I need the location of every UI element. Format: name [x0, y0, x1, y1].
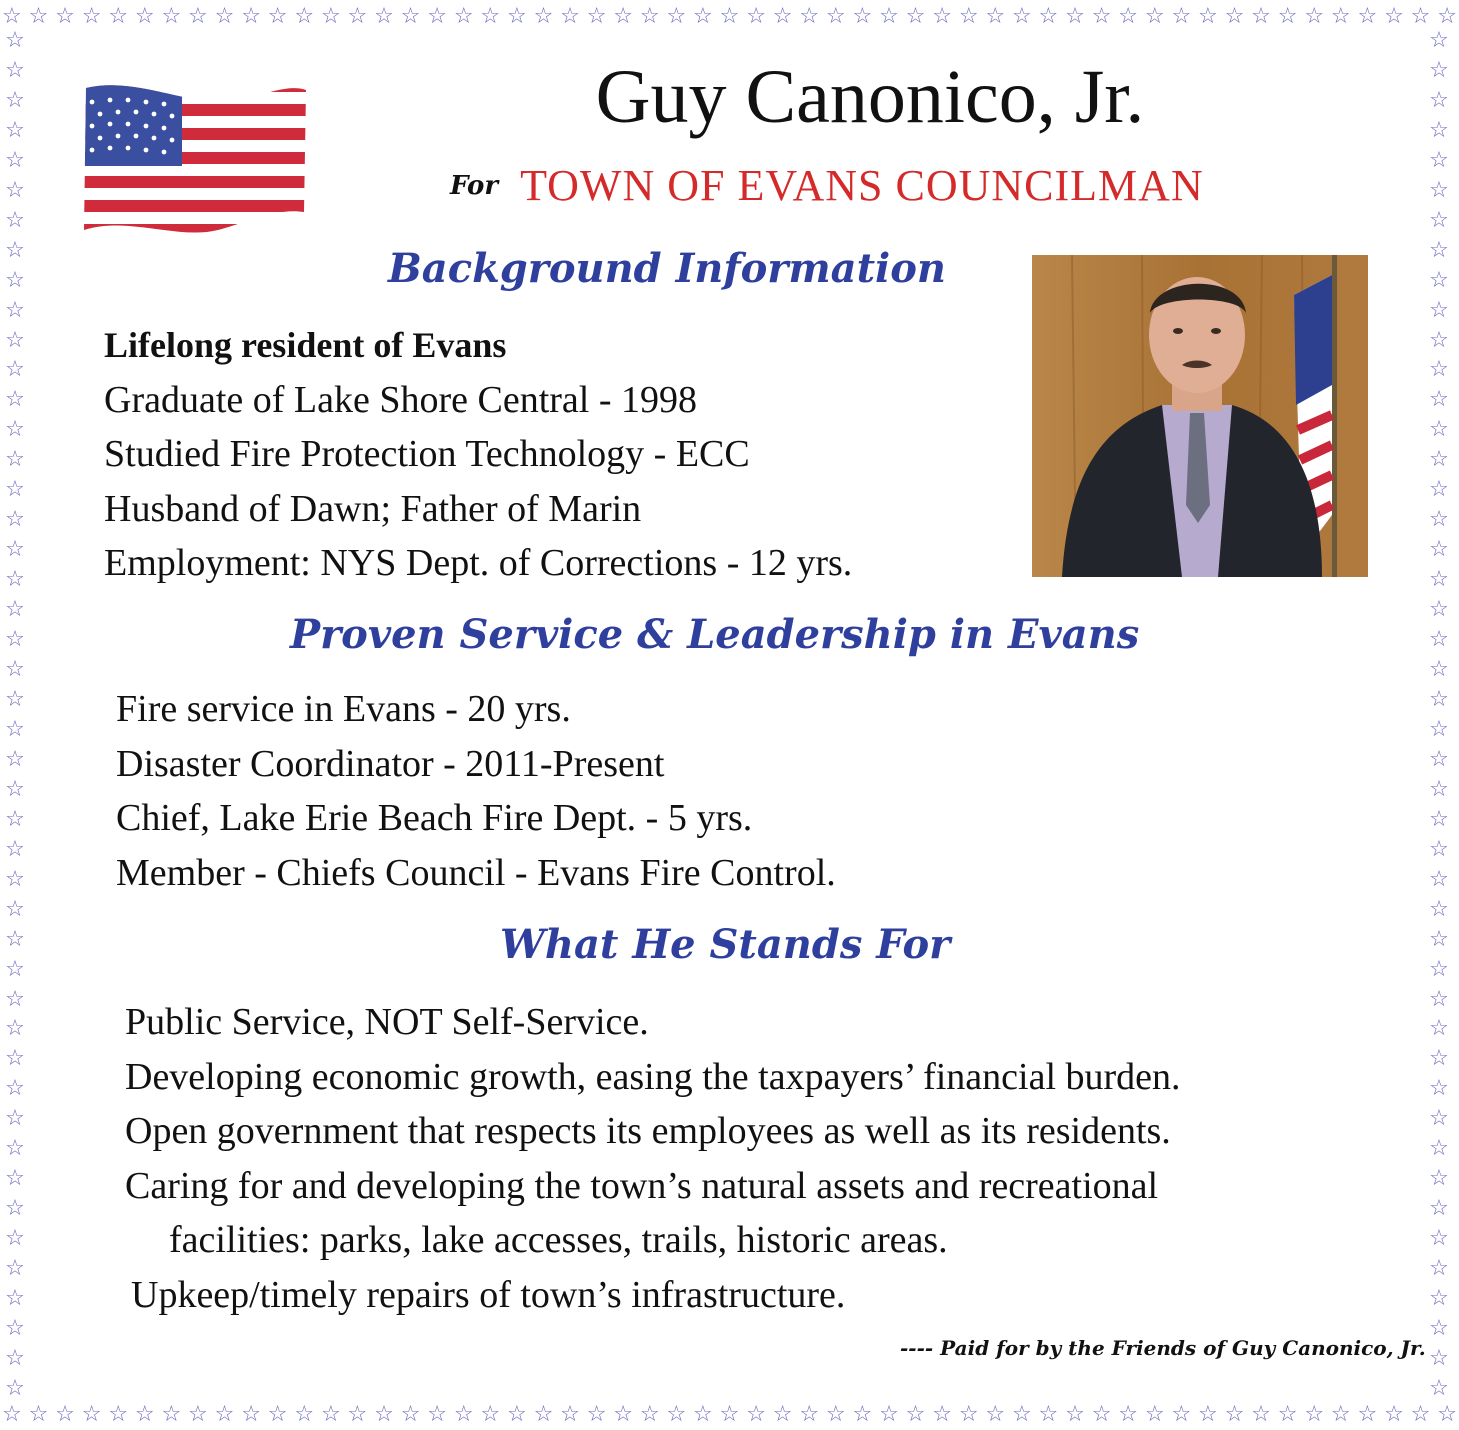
- star-icon: ☆: [5, 806, 25, 832]
- star-icon: ☆: [666, 1402, 687, 1427]
- star-icon: ☆: [932, 1402, 952, 1427]
- star-icon: ☆: [1038, 4, 1059, 29]
- star-icon: ☆: [347, 4, 368, 29]
- star-icon: ☆: [1330, 4, 1351, 29]
- star-icon: ☆: [374, 4, 394, 29]
- star-icon: ☆: [5, 896, 25, 922]
- star-icon: ☆: [81, 4, 102, 29]
- star-icon: ☆: [560, 1402, 580, 1427]
- star-icon: ☆: [985, 1402, 1006, 1427]
- star-icon: ☆: [5, 597, 25, 623]
- star-icon: ☆: [161, 4, 182, 29]
- list-item: Upkeep/timely repairs of town’s infrastructure.: [131, 1273, 846, 1316]
- star-icon: ☆: [1429, 177, 1449, 203]
- list-item: Husband of Dawn; Father of Marin: [104, 487, 642, 530]
- star-icon: ☆: [5, 1345, 25, 1371]
- star-icon: ☆: [1277, 1402, 1298, 1427]
- star-icon: ☆: [1171, 4, 1192, 29]
- star-icon: ☆: [5, 836, 25, 862]
- star-icon: ☆: [1011, 1402, 1032, 1427]
- star-icon: ☆: [1429, 657, 1449, 683]
- star-icon: ☆: [958, 1402, 979, 1427]
- star-icon: ☆: [1429, 147, 1449, 173]
- star-icon: ☆: [1304, 4, 1325, 29]
- star-icon: ☆: [1429, 537, 1449, 563]
- star-icon: ☆: [5, 627, 25, 653]
- star-icon: ☆: [294, 4, 315, 29]
- star-icon: ☆: [1357, 1402, 1378, 1427]
- star-icon: ☆: [427, 4, 447, 29]
- star-icon: ☆: [1429, 87, 1449, 113]
- star-icon: ☆: [1429, 1226, 1449, 1252]
- star-icon: ☆: [1429, 1315, 1449, 1341]
- portrait-illustration: [1032, 255, 1368, 577]
- star-icon: ☆: [5, 87, 25, 113]
- star-icon: ☆: [1429, 117, 1449, 143]
- star-icon: ☆: [28, 1402, 49, 1427]
- star-icon: ☆: [453, 1402, 474, 1427]
- star-icon: ☆: [1251, 1402, 1271, 1427]
- star-icon: ☆: [1429, 1345, 1449, 1371]
- star-icon: ☆: [1429, 477, 1449, 503]
- star-icon: ☆: [1429, 1136, 1449, 1162]
- star-icon: ☆: [400, 1402, 421, 1427]
- star-icon: ☆: [1429, 1256, 1449, 1282]
- star-icon: ☆: [1429, 1076, 1449, 1102]
- star-icon: ☆: [1251, 4, 1271, 29]
- star-icon: ☆: [214, 4, 235, 29]
- star-icon: ☆: [1429, 986, 1449, 1012]
- service-heading: Proven Service & Leadership in Evans: [290, 611, 1140, 658]
- star-icon: ☆: [81, 1402, 102, 1427]
- star-icon: ☆: [347, 1402, 368, 1427]
- star-icon: ☆: [5, 477, 25, 503]
- star-icon: ☆: [5, 28, 25, 53]
- list-item: Lifelong resident of Evans: [104, 325, 507, 365]
- star-icon: ☆: [1038, 1402, 1059, 1427]
- star-icon: ☆: [533, 4, 554, 29]
- star-icon: ☆: [5, 986, 25, 1012]
- star-icon: ☆: [772, 4, 793, 29]
- star-icon: ☆: [5, 746, 25, 772]
- star-icon: ☆: [5, 567, 25, 593]
- star-icon: ☆: [1429, 387, 1449, 413]
- star-icon: ☆: [1429, 1106, 1449, 1132]
- star-icon: ☆: [108, 4, 129, 29]
- star-icon: ☆: [5, 447, 25, 473]
- star-icon: ☆: [2, 4, 22, 29]
- candidate-portrait: [1032, 255, 1368, 577]
- star-icon: ☆: [1357, 4, 1378, 29]
- list-item: Fire service in Evans - 20 yrs.: [116, 688, 571, 730]
- star-icon: ☆: [5, 387, 25, 413]
- star-icon: ☆: [613, 1402, 634, 1427]
- star-icon: ☆: [1437, 4, 1457, 29]
- star-icon: ☆: [586, 4, 607, 29]
- star-icon: ☆: [639, 1402, 660, 1427]
- star-icon: ☆: [1224, 4, 1245, 29]
- star-icon: ☆: [1429, 956, 1449, 982]
- star-icon: ☆: [1429, 926, 1449, 952]
- star-icon: ☆: [666, 4, 687, 29]
- star-icon: ☆: [1429, 836, 1449, 862]
- star-icon: ☆: [1429, 357, 1449, 383]
- star-icon: ☆: [5, 297, 25, 323]
- star-icon: ☆: [55, 1402, 75, 1427]
- star-icon: ☆: [5, 1136, 25, 1162]
- list-item: Developing economic growth, easing the taxpayers’ financial burden.: [125, 1055, 1181, 1098]
- star-icon: ☆: [5, 866, 25, 892]
- star-icon: ☆: [1384, 1402, 1404, 1427]
- star-icon: ☆: [1429, 686, 1449, 712]
- star-icon: ☆: [1437, 1402, 1457, 1427]
- star-icon: ☆: [506, 1402, 527, 1427]
- star-icon: ☆: [5, 716, 25, 742]
- star-icon: ☆: [1429, 237, 1449, 263]
- star-icon: ☆: [5, 327, 25, 353]
- star-icon: ☆: [1429, 896, 1449, 922]
- star-icon: ☆: [400, 4, 421, 29]
- star-icon: ☆: [1429, 567, 1449, 593]
- star-icon: ☆: [1304, 1402, 1325, 1427]
- list-item: Caring for and developing the town’s natural assets and recreational: [125, 1164, 1159, 1207]
- list-item: Member - Chiefs Council - Evans Fire Control.: [116, 851, 836, 894]
- star-icon: ☆: [825, 1402, 846, 1427]
- star-icon: ☆: [5, 1166, 25, 1192]
- star-icon: ☆: [5, 117, 25, 143]
- star-icon: ☆: [5, 1286, 25, 1312]
- star-icon: ☆: [879, 1402, 899, 1427]
- star-icon: ☆: [1198, 1402, 1218, 1427]
- star-icon: ☆: [1429, 297, 1449, 323]
- star-icon: ☆: [932, 4, 952, 29]
- star-border-bottom: [0, 1400, 1459, 1430]
- list-item: Employment: NYS Dept. of Corrections - 12 yrs.: [104, 542, 853, 584]
- stands-heading: What He Stands For: [500, 921, 951, 968]
- star-icon: ☆: [5, 1315, 25, 1341]
- star-icon: ☆: [1384, 4, 1404, 29]
- star-icon: ☆: [1429, 417, 1449, 443]
- star-icon: ☆: [214, 1402, 235, 1427]
- star-icon: ☆: [5, 237, 25, 263]
- star-icon: ☆: [852, 4, 873, 29]
- star-icon: ☆: [1429, 447, 1449, 473]
- star-icon: ☆: [294, 1402, 315, 1427]
- list-item: Graduate of Lake Shore Central - 1998: [104, 378, 698, 421]
- star-icon: ☆: [5, 776, 25, 802]
- star-border-left: [0, 30, 30, 1400]
- star-icon: ☆: [1065, 1402, 1085, 1427]
- star-icon: ☆: [5, 1106, 25, 1132]
- star-icon: ☆: [1144, 1402, 1165, 1427]
- star-icon: ☆: [905, 1402, 926, 1427]
- star-icon: ☆: [1429, 1046, 1449, 1072]
- star-icon: ☆: [5, 207, 25, 233]
- star-icon: ☆: [5, 1046, 25, 1072]
- star-icon: ☆: [639, 4, 660, 29]
- star-icon: ☆: [5, 417, 25, 443]
- star-icon: ☆: [5, 686, 25, 712]
- candidate-name: Guy Canonico, Jr.: [595, 55, 1145, 139]
- star-icon: ☆: [1429, 1375, 1449, 1401]
- office-line: [450, 160, 1350, 220]
- star-icon: ☆: [480, 1402, 501, 1427]
- star-icon: ☆: [108, 1402, 129, 1427]
- list-item: Public Service, NOT Self-Service.: [125, 1001, 649, 1043]
- star-icon: ☆: [188, 4, 208, 29]
- star-icon: ☆: [1277, 4, 1298, 29]
- star-icon: ☆: [1144, 4, 1165, 29]
- star-icon: ☆: [267, 4, 288, 29]
- star-icon: ☆: [958, 4, 979, 29]
- star-icon: ☆: [2, 1402, 22, 1427]
- star-icon: ☆: [5, 537, 25, 563]
- star-icon: ☆: [1429, 866, 1449, 892]
- star-icon: ☆: [5, 926, 25, 952]
- star-icon: ☆: [320, 1402, 341, 1427]
- star-icon: ☆: [134, 1402, 155, 1427]
- star-icon: ☆: [1410, 4, 1431, 29]
- star-icon: ☆: [1330, 1402, 1351, 1427]
- star-icon: ☆: [1429, 28, 1449, 53]
- star-icon: ☆: [693, 4, 713, 29]
- star-icon: ☆: [1118, 1402, 1139, 1427]
- star-icon: ☆: [241, 4, 261, 29]
- star-icon: ☆: [5, 1256, 25, 1282]
- star-icon: ☆: [560, 4, 580, 29]
- star-icon: ☆: [5, 1196, 25, 1222]
- star-icon: ☆: [1429, 1286, 1449, 1312]
- background-list: [104, 318, 852, 591]
- star-icon: ☆: [5, 177, 25, 203]
- star-icon: ☆: [453, 4, 474, 29]
- list-item: Chief, Lake Erie Beach Fire Dept. - 5 yrs.: [116, 797, 753, 839]
- star-icon: ☆: [1429, 1196, 1449, 1222]
- star-icon: ☆: [1429, 207, 1449, 233]
- star-icon: ☆: [1429, 806, 1449, 832]
- star-icon: ☆: [241, 1402, 261, 1427]
- list-item: Studied Fire Protection Technology - ECC: [104, 433, 750, 475]
- star-icon: ☆: [1429, 597, 1449, 623]
- paid-for-disclaimer: ---- Paid for by the Friends of Guy Canonico, Jr.: [900, 1336, 1426, 1360]
- star-icon: ☆: [1410, 1402, 1431, 1427]
- star-border-right: [1424, 30, 1454, 1400]
- star-icon: ☆: [506, 4, 527, 29]
- star-icon: ☆: [719, 1402, 740, 1427]
- star-icon: ☆: [5, 57, 25, 83]
- star-icon: ☆: [586, 1402, 607, 1427]
- star-icon: ☆: [28, 4, 49, 29]
- stands-list: [125, 995, 1181, 1322]
- star-icon: ☆: [320, 4, 341, 29]
- star-icon: ☆: [1198, 4, 1218, 29]
- star-icon: ☆: [879, 4, 899, 29]
- star-icon: ☆: [188, 1402, 208, 1427]
- star-icon: ☆: [1429, 1166, 1449, 1192]
- star-icon: ☆: [5, 357, 25, 383]
- star-icon: ☆: [799, 1402, 820, 1427]
- star-icon: ☆: [1011, 4, 1032, 29]
- star-icon: ☆: [5, 507, 25, 533]
- star-icon: ☆: [161, 1402, 182, 1427]
- star-icon: ☆: [1429, 507, 1449, 533]
- star-icon: ☆: [55, 4, 75, 29]
- star-icon: ☆: [1091, 1402, 1112, 1427]
- star-icon: ☆: [825, 4, 846, 29]
- star-icon: ☆: [985, 4, 1006, 29]
- star-icon: ☆: [533, 1402, 554, 1427]
- star-icon: ☆: [5, 1076, 25, 1102]
- star-icon: ☆: [134, 4, 155, 29]
- star-icon: ☆: [719, 4, 740, 29]
- star-icon: ☆: [1429, 1016, 1449, 1042]
- star-icon: ☆: [1429, 267, 1449, 293]
- star-icon: ☆: [427, 1402, 447, 1427]
- star-icon: ☆: [1171, 1402, 1192, 1427]
- for-label: For: [450, 170, 499, 201]
- star-icon: ☆: [1224, 1402, 1245, 1427]
- star-icon: ☆: [693, 1402, 713, 1427]
- star-icon: ☆: [1429, 716, 1449, 742]
- star-icon: ☆: [852, 1402, 873, 1427]
- star-icon: ☆: [5, 657, 25, 683]
- us-flag-icon: [78, 80, 310, 240]
- star-icon: ☆: [267, 1402, 288, 1427]
- star-icon: ☆: [5, 1226, 25, 1252]
- star-icon: ☆: [5, 267, 25, 293]
- list-item: facilities: parks, lake accesses, trails, historic areas.: [169, 1219, 948, 1261]
- star-icon: ☆: [746, 4, 766, 29]
- office-title: TOWN OF EVANS COUNCILMAN: [520, 161, 1204, 210]
- star-icon: ☆: [1429, 627, 1449, 653]
- star-icon: ☆: [5, 147, 25, 173]
- star-icon: ☆: [799, 4, 820, 29]
- list-item: Open government that respects its employees as well as its residents.: [125, 1110, 1171, 1152]
- star-icon: ☆: [1091, 4, 1112, 29]
- background-heading: Background Information: [388, 245, 947, 292]
- star-icon: ☆: [772, 1402, 793, 1427]
- star-icon: ☆: [480, 4, 501, 29]
- star-icon: ☆: [746, 1402, 766, 1427]
- star-icon: ☆: [1429, 776, 1449, 802]
- star-icon: ☆: [1429, 327, 1449, 353]
- star-icon: ☆: [1118, 4, 1139, 29]
- star-icon: ☆: [1429, 746, 1449, 772]
- star-icon: ☆: [905, 4, 926, 29]
- star-icon: ☆: [1065, 4, 1085, 29]
- star-icon: ☆: [613, 4, 634, 29]
- star-icon: ☆: [5, 1375, 25, 1401]
- star-border-top: [0, 2, 1459, 32]
- star-icon: ☆: [374, 1402, 394, 1427]
- star-icon: ☆: [5, 1016, 25, 1042]
- service-list: [116, 682, 836, 900]
- star-icon: ☆: [1429, 57, 1449, 83]
- star-icon: ☆: [5, 956, 25, 982]
- list-item: Disaster Coordinator - 2011-Present: [116, 742, 665, 785]
